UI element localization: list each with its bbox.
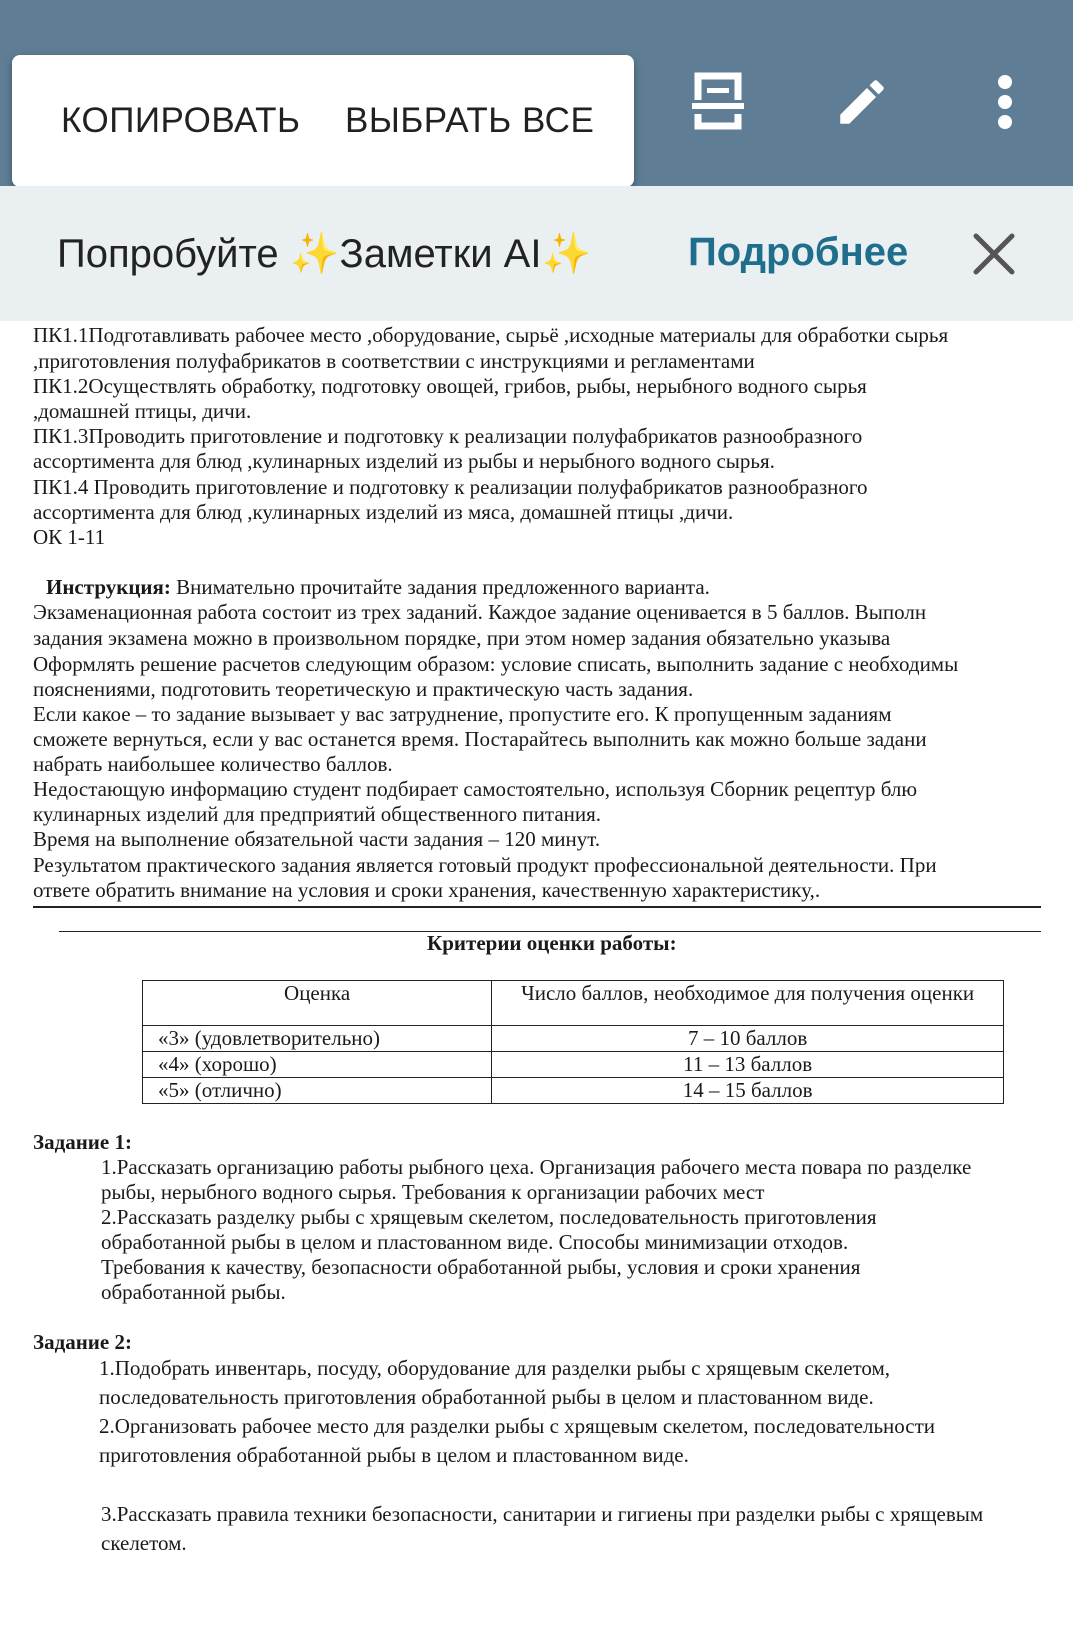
competency-line: ПК1.3Проводить приготовление и подготовку к реализации полуфабрикатов разнообразного (33, 424, 863, 448)
points-cell: 7 – 10 баллов (492, 1026, 1004, 1052)
instruction-line: Экзаменационная работа состоит из трех заданий. Каждое задание оценивается в 5 баллов. Выполн (33, 600, 927, 624)
grade-cell: «3» (удовлетворительно) (143, 1026, 492, 1052)
table-row (143, 1052, 1004, 1078)
instruction-label: Инструкция: (46, 575, 171, 599)
instruction-line: Оформлять решение расчетов следующим образом: условие списать, выполнить задание с необходимы (33, 652, 959, 676)
column-header: Оценка (143, 981, 492, 1026)
instruction-line: Результатом практического задания является готовый продукт профессиональной деятельности. При (33, 853, 937, 877)
text-selection-menu (12, 55, 634, 187)
promo-text: Попробуйте ✨Заметки AI✨ (57, 232, 592, 276)
instruction-line: Время на выполнение обязательной части задания – 120 минут. (33, 827, 601, 851)
points-cell: 11 – 13 баллов (492, 1052, 1004, 1078)
instruction-line: Недостающую информацию студент подбирает самостоятельно, используя Сборник рецептур блю (33, 777, 918, 801)
column-header: Число баллов, необходимое для получения оценки (492, 981, 1004, 1026)
instruction-line: кулинарных изделий для предприятий общественного питания. (33, 802, 602, 826)
table-header-row (143, 981, 1004, 1026)
task2-line: скелетом. (101, 1531, 187, 1555)
task1-line: 1.Рассказать организацию работы рыбного цеха. Организация рабочего места повара по разделке (101, 1155, 972, 1179)
task2-line: 1.Подобрать инвентарь, посуду, оборудование для разделки рыбы с хрящевым скелетом, (99, 1356, 891, 1380)
task2-title: Задание 2: (33, 1330, 132, 1354)
competency-line: ПК1.2Осуществлять обработку, подготовку овощей, грибов, рыбы, нерыбного водного сырья (33, 374, 867, 398)
instruction-line: пояснениями, подготовить теоретическую и практическую часть задания. (33, 677, 694, 701)
points-cell: 14 – 15 баллов (492, 1078, 1004, 1104)
more-vert-icon[interactable] (994, 74, 1016, 130)
instruction-heading (46, 574, 710, 600)
status-bar (0, 0, 1073, 18)
instruction-line: ответе обратить внимание на условия и сроки хранения, качественную характеристику,. (33, 878, 821, 902)
select-all-button[interactable]: ВЫБРАТЬ ВСЕ (345, 101, 595, 140)
instruction-first-line: Внимательно прочитайте задания предложенного варианта. (170, 575, 710, 599)
task2-line: приготовления обработанной рыбы в целом и пластованном виде. (99, 1443, 689, 1467)
competency-line: ПК1.4 Проводить приготовление и подготовку к реализации полуфабрикатов разнообразного (33, 475, 868, 499)
criteria-title: Критерии оценки работы: (427, 931, 677, 955)
task1-line: Требования к качеству, безопасности обработанной рыбы, условия и сроки хранения (101, 1255, 861, 1279)
grade-cell: «4» (хорошо) (143, 1052, 492, 1078)
instruction-line: задания экзамена можно в произвольном порядке, при этом номер задания обязательно указыва (33, 626, 891, 650)
instruction-line: набрать наибольшее количество баллов. (33, 752, 393, 776)
close-icon[interactable] (972, 232, 1016, 276)
task2-line: 3.Рассказать правила техники безопасности, санитарии и гигиены при разделки рыбы с хрящевым (101, 1502, 984, 1526)
task1-title: Задание 1: (33, 1130, 132, 1154)
task1-line: обработанной рыбы в целом и пластованном виде. Способы минимизации отходов. (101, 1230, 849, 1254)
competency-line: ассортимента для блюд ,кулинарных изделий из мяса, домашней птицы ,дичи. (33, 500, 734, 524)
criteria-table (142, 980, 1004, 1104)
copy-button[interactable]: КОПИРОВАТЬ (61, 101, 301, 140)
instruction-line: сможете вернуться, если у вас останется время. Постарайтесь выполнить как можно больше задани (33, 727, 927, 751)
task1-line: 2.Рассказать разделку рыбы с хрящевым скелетом, последовательность приготовления (101, 1205, 877, 1229)
competency-line: ПК1.1Подготавливать рабочее место ,оборудование, сырьё ,исходные материалы для обработки сырья (33, 323, 949, 347)
document-page (0, 321, 1073, 1633)
grade-cell: «5» (отлично) (143, 1078, 492, 1104)
competency-line: ОК 1-11 (33, 525, 106, 549)
table-row (143, 1078, 1004, 1104)
divider (33, 906, 1041, 908)
scan-icon[interactable] (692, 70, 744, 130)
task2-line: последовательность приготовления обработанной рыбы в целом и пластованном виде. (99, 1385, 874, 1409)
task2-line: 2.Организовать рабочее место для разделки рыбы с хрящевым скелетом, последовательности (99, 1414, 936, 1438)
table-row (143, 1026, 1004, 1052)
task1-line: рыбы, нерыбного водного сырья. Требования к организации рабочих мест (101, 1180, 765, 1204)
competency-line: ассортимента для блюд ,кулинарных изделий из рыбы и нерыбного водного сырья. (33, 449, 775, 473)
competency-line: ,приготовления полуфабрикатов в соответствии с инструкциями и регламентами (33, 349, 755, 373)
task1-line: обработанной рыбы. (101, 1280, 286, 1304)
learn-more-link[interactable]: Подробнее (688, 230, 909, 274)
promo-banner (0, 186, 1073, 321)
competency-line: ,домашней птицы, дичи. (33, 399, 252, 423)
pencil-icon[interactable] (833, 73, 891, 131)
instruction-line: Если какое – то задание вызывает у вас затруднение, пропустите его. К пропущенным заданиям (33, 702, 892, 726)
